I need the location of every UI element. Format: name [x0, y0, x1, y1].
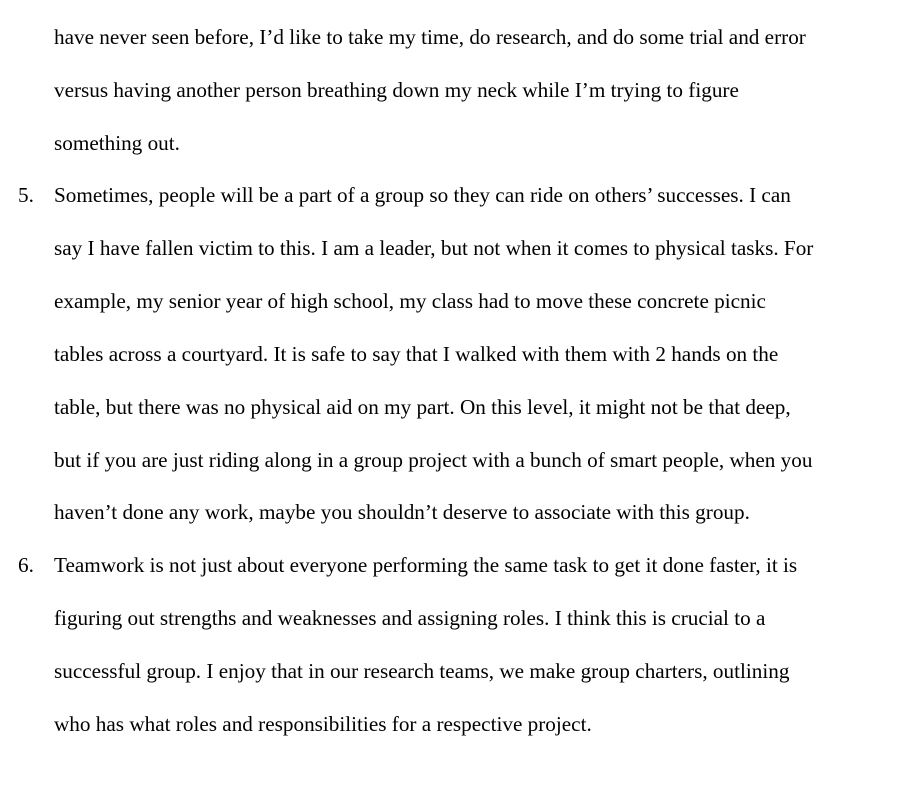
list-item-line: say I have fallen victim to this. I am a leader, but not when it comes to physical tasks. For: [54, 236, 814, 260]
list-item-line: example, my senior year of high school, my class had to move these concrete picnic: [54, 289, 766, 313]
list-item-line: table, but there was no physical aid on my part. On this level, it might not be that deep,: [54, 395, 791, 419]
list-number: 5.: [18, 183, 34, 207]
list-item-line: successful group. I enjoy that in our research teams, we make group charters, outlining: [54, 659, 790, 683]
list-item-line: who has what roles and responsibilities for a respective project.: [54, 712, 592, 736]
list-item-line: but if you are just riding along in a group project with a bunch of smart people, when you: [54, 448, 813, 472]
list-item-line: Sometimes, people will be a part of a group so they can ride on others’ successes. I can: [54, 183, 791, 207]
body-text-line: something out.: [54, 131, 180, 155]
list-item-line: Teamwork is not just about everyone performing the same task to get it done faster, it is: [54, 553, 798, 577]
body-text-line: have never seen before, I’d like to take my time, do research, and do some trial and error: [54, 25, 806, 49]
list-item-line: figuring out strengths and weaknesses and assigning roles. I think this is crucial to a: [54, 606, 766, 630]
body-text-line: versus having another person breathing down my neck while I’m trying to figure: [54, 78, 739, 102]
list-item-line: tables across a courtyard. It is safe to say that I walked with them with 2 hands on the: [54, 342, 779, 366]
list-number: 6.: [18, 553, 34, 577]
list-item-line: haven’t done any work, maybe you shouldn’t deserve to associate with this group.: [54, 500, 750, 524]
